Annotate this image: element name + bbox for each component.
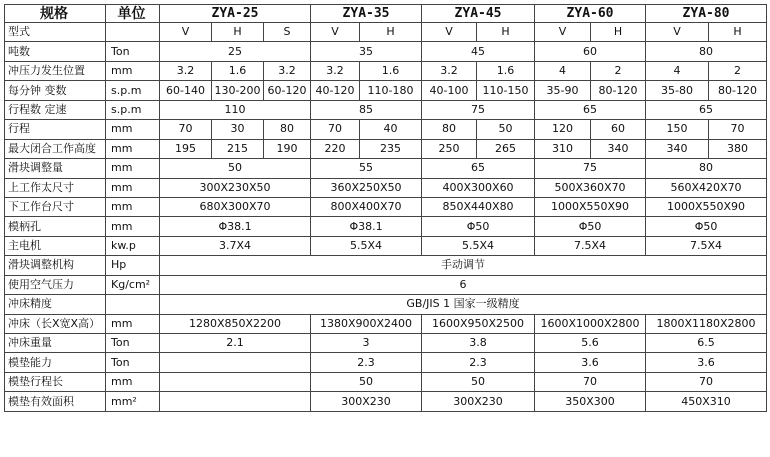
row-unit: mm <box>106 120 160 139</box>
spec-table <box>4 4 767 412</box>
table-cell: 1380X900X2400 <box>311 314 422 333</box>
table-cell: 3.8 <box>422 334 535 353</box>
table-cell: 300X230X50 <box>160 178 311 197</box>
table-cell: Φ50 <box>535 217 646 236</box>
table-cell: 手动调节 <box>160 256 767 275</box>
table-cell: 800X400X70 <box>311 197 422 216</box>
table-row <box>5 295 767 314</box>
table-cell: 5.5X4 <box>311 236 422 255</box>
table-cell: 1.6 <box>360 61 422 80</box>
row-unit: s.p.m <box>106 81 160 100</box>
table-cell: 60-140 <box>160 81 212 100</box>
table-cell: 3.2 <box>264 61 311 80</box>
table-cell: 2 <box>591 61 646 80</box>
row-label: 冲床精度 <box>5 295 106 314</box>
row-label: 使用空气压力 <box>5 275 106 294</box>
table-cell: 3 <box>311 334 422 353</box>
table-cell: 60-120 <box>264 81 311 100</box>
table-cell: 220 <box>311 139 360 158</box>
table-cell: 55 <box>311 159 422 178</box>
row-unit: mm <box>106 217 160 236</box>
table-row <box>5 392 767 411</box>
table-cell: 70 <box>311 120 360 139</box>
table-cell: 80-120 <box>591 81 646 100</box>
row-label: 型式 <box>5 23 106 42</box>
table-row <box>5 353 767 372</box>
table-cell: 1280X850X2200 <box>160 314 311 333</box>
table-cell: 75 <box>535 159 646 178</box>
table-row <box>5 334 767 353</box>
row-label: 滑块调整机构 <box>5 256 106 275</box>
table-cell: 150 <box>646 120 709 139</box>
table-cell: 300X230 <box>311 392 422 411</box>
table-cell: S <box>264 23 311 42</box>
table-row <box>5 275 767 294</box>
row-unit: mm² <box>106 392 160 411</box>
table-cell: 35-90 <box>535 81 591 100</box>
row-unit: mm <box>106 372 160 391</box>
table-row <box>5 42 767 61</box>
table-cell: 80-120 <box>709 81 767 100</box>
table-cell: 70 <box>535 372 646 391</box>
table-cell <box>160 392 311 411</box>
table-cell: 3.2 <box>311 61 360 80</box>
row-label: 行程 <box>5 120 106 139</box>
table-cell: 80 <box>646 42 767 61</box>
table-cell: 40-120 <box>311 81 360 100</box>
row-label: 每分钟 变数 <box>5 81 106 100</box>
table-cell: 50 <box>422 372 535 391</box>
table-cell: 500X360X70 <box>535 178 646 197</box>
row-unit: mm <box>106 139 160 158</box>
table-cell: 680X300X70 <box>160 197 311 216</box>
table-cell: 250 <box>422 139 477 158</box>
table-cell: 80 <box>422 120 477 139</box>
table-cell: 850X440X80 <box>422 197 535 216</box>
table-cell: 300X230 <box>422 392 535 411</box>
table-cell: 70 <box>646 372 767 391</box>
table-cell: 310 <box>535 139 591 158</box>
row-unit: kw.p <box>106 236 160 255</box>
table-cell: 235 <box>360 139 422 158</box>
table-cell: 7.5X4 <box>535 236 646 255</box>
row-unit: mm <box>106 314 160 333</box>
table-cell: Φ50 <box>646 217 767 236</box>
table-cell: V <box>160 23 212 42</box>
table-cell: H <box>709 23 767 42</box>
table-cell: GB/JIS 1 国家一级精度 <box>160 295 767 314</box>
table-cell: 110 <box>160 100 311 119</box>
table-cell: 7.5X4 <box>646 236 767 255</box>
row-unit <box>106 23 160 42</box>
row-label: 模柄孔 <box>5 217 106 236</box>
table-cell: H <box>591 23 646 42</box>
row-unit: mm <box>106 197 160 216</box>
table-cell: 3.2 <box>160 61 212 80</box>
table-row <box>5 314 767 333</box>
table-cell: 25 <box>160 42 311 61</box>
row-unit: Ton <box>106 42 160 61</box>
table-cell: 50 <box>160 159 311 178</box>
table-row <box>5 139 767 158</box>
row-label: 滑块调整量 <box>5 159 106 178</box>
table-cell: 450X310 <box>646 392 767 411</box>
row-unit: mm <box>106 159 160 178</box>
table-cell: 6 <box>160 275 767 294</box>
table-row <box>5 256 767 275</box>
table-cell: 70 <box>709 120 767 139</box>
table-cell: H <box>477 23 535 42</box>
table-cell: 1600X950X2500 <box>422 314 535 333</box>
spec-header: 规格 <box>5 5 106 23</box>
table-cell: V <box>422 23 477 42</box>
table-cell: 360X250X50 <box>311 178 422 197</box>
table-cell: 1600X1000X2800 <box>535 314 646 333</box>
table-row <box>5 81 767 100</box>
row-unit: s.p.m <box>106 100 160 119</box>
table-row <box>5 372 767 391</box>
table-cell: 400X300X60 <box>422 178 535 197</box>
row-unit: Ton <box>106 353 160 372</box>
table-cell: 70 <box>160 120 212 139</box>
table-cell: 195 <box>160 139 212 158</box>
table-cell: V <box>535 23 591 42</box>
table-cell: 5.5X4 <box>422 236 535 255</box>
table-cell: 85 <box>311 100 422 119</box>
table-cell: 30 <box>212 120 264 139</box>
table-cell: 35-80 <box>646 81 709 100</box>
table-cell: 65 <box>646 100 767 119</box>
table-cell: 1800X1180X2800 <box>646 314 767 333</box>
table-cell: V <box>646 23 709 42</box>
table-cell: Φ38.1 <box>160 217 311 236</box>
table-cell: 2.1 <box>160 334 311 353</box>
table-cell: 50 <box>311 372 422 391</box>
row-label: 上工作太尺寸 <box>5 178 106 197</box>
row-label: 吨数 <box>5 42 106 61</box>
table-cell: 3.7X4 <box>160 236 311 255</box>
table-cell: H <box>212 23 264 42</box>
row-unit: Hp <box>106 256 160 275</box>
model-header: ZYA-60 <box>535 5 646 23</box>
table-cell: 265 <box>477 139 535 158</box>
table-cell: V <box>311 23 360 42</box>
row-label: 下工作台尺寸 <box>5 197 106 216</box>
table-cell: 380 <box>709 139 767 158</box>
table-row <box>5 159 767 178</box>
table-cell: 215 <box>212 139 264 158</box>
table-row <box>5 100 767 119</box>
table-cell: 1000X550X90 <box>535 197 646 216</box>
table-cell: 3.2 <box>422 61 477 80</box>
row-label: 行程数 定速 <box>5 100 106 119</box>
table-cell <box>160 353 311 372</box>
table-cell: 1000X550X90 <box>646 197 767 216</box>
table-cell: 340 <box>591 139 646 158</box>
row-unit: Ton <box>106 334 160 353</box>
table-row <box>5 197 767 216</box>
table-cell: 65 <box>535 100 646 119</box>
table-cell: 4 <box>535 61 591 80</box>
table-row <box>5 217 767 236</box>
table-cell: 80 <box>264 120 311 139</box>
table-cell: Φ50 <box>422 217 535 236</box>
table-cell: 60 <box>535 42 646 61</box>
table-cell: 560X420X70 <box>646 178 767 197</box>
table-cell: 2 <box>709 61 767 80</box>
row-unit: Kg/cm² <box>106 275 160 294</box>
table-cell: 350X300 <box>535 392 646 411</box>
table-row <box>5 236 767 255</box>
header-row <box>5 5 767 23</box>
table-cell: 75 <box>422 100 535 119</box>
table-cell <box>160 372 311 391</box>
table-row <box>5 23 767 42</box>
row-label: 模垫行程长 <box>5 372 106 391</box>
row-label: 冲床（长X宽X高） <box>5 314 106 333</box>
table-cell: 40 <box>360 120 422 139</box>
table-cell: 80 <box>646 159 767 178</box>
model-header: ZYA-45 <box>422 5 535 23</box>
table-cell: 190 <box>264 139 311 158</box>
table-cell: 2.3 <box>311 353 422 372</box>
model-header: ZYA-35 <box>311 5 422 23</box>
table-cell: 50 <box>477 120 535 139</box>
row-label: 主电机 <box>5 236 106 255</box>
row-label: 模垫有效面积 <box>5 392 106 411</box>
table-cell: 3.6 <box>646 353 767 372</box>
table-cell: 2.3 <box>422 353 535 372</box>
table-cell: 110-150 <box>477 81 535 100</box>
model-header: ZYA-25 <box>160 5 311 23</box>
table-cell: 6.5 <box>646 334 767 353</box>
row-unit: mm <box>106 61 160 80</box>
table-cell: Φ38.1 <box>311 217 422 236</box>
table-row <box>5 61 767 80</box>
table-cell: 35 <box>311 42 422 61</box>
row-label: 冲压力发生位置 <box>5 61 106 80</box>
row-label: 最大闭合工作高度 <box>5 139 106 158</box>
table-cell: 120 <box>535 120 591 139</box>
table-cell: 1.6 <box>212 61 264 80</box>
table-cell: 340 <box>646 139 709 158</box>
table-cell: 5.6 <box>535 334 646 353</box>
table-cell: 3.6 <box>535 353 646 372</box>
row-label: 模垫能力 <box>5 353 106 372</box>
table-cell: 4 <box>646 61 709 80</box>
table-cell: 65 <box>422 159 535 178</box>
row-label: 冲床重量 <box>5 334 106 353</box>
table-cell: H <box>360 23 422 42</box>
table-cell: 40-100 <box>422 81 477 100</box>
unit-header: 单位 <box>106 5 160 23</box>
table-row <box>5 120 767 139</box>
table-cell: 1.6 <box>477 61 535 80</box>
table-row <box>5 178 767 197</box>
model-header: ZYA-80 <box>646 5 767 23</box>
table-cell: 130-200 <box>212 81 264 100</box>
table-cell: 110-180 <box>360 81 422 100</box>
table-cell: 45 <box>422 42 535 61</box>
table-cell: 60 <box>591 120 646 139</box>
row-unit <box>106 295 160 314</box>
row-unit: mm <box>106 178 160 197</box>
